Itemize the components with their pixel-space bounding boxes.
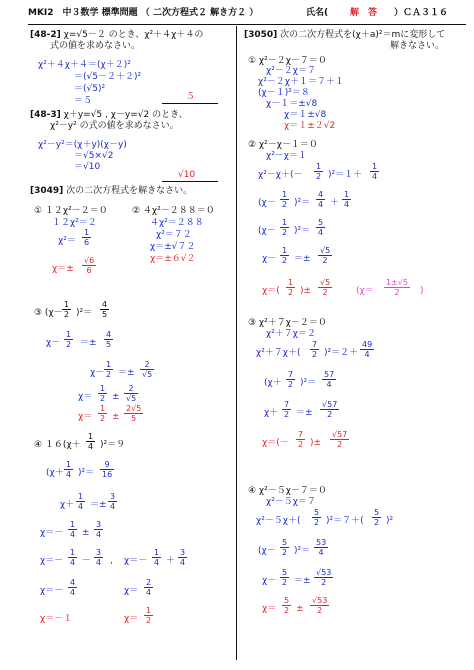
text: )²＝ (294, 226, 311, 236)
fraction: $\frac{√57}{2}$ (322, 400, 338, 419)
fraction: $\frac{1}{6}$ (84, 228, 90, 247)
p3049-c-step: χ－ (46, 338, 61, 348)
fraction: $\frac{5}{2}$ (282, 538, 288, 557)
text: ± (112, 392, 120, 402)
p3049-a-step: １２χ²＝２ (52, 218, 97, 228)
p482-step: ＝(√5－２＋２)² (74, 72, 142, 82)
fraction: $\frac{1}{2}$ (316, 162, 322, 181)
p3049-a-step: χ²＝ (58, 236, 76, 246)
text: ± (296, 604, 304, 614)
fraction: $\frac{49}{4}$ (362, 340, 373, 359)
p3050-d-step: χ²－５χ＝７ (266, 497, 317, 507)
p3050-b-answer: χ＝( (262, 286, 280, 296)
p3049-c-step: χ－ (90, 368, 105, 378)
text: )²＝７＋( (326, 516, 364, 526)
text: ＋ (330, 198, 340, 208)
p3050-a-step: χ²－２χ＝７ (266, 66, 317, 76)
p482-answer: ５ (186, 92, 196, 102)
fraction: $\frac{3}{4}$ (180, 548, 186, 567)
p3050-b-step: χ－ (262, 254, 277, 264)
p483-answer: √10 (178, 170, 196, 180)
fraction: $\frac{5}{2}$ (314, 508, 320, 527)
text: － (82, 556, 92, 566)
p3050-a-step: χ²－２χ＋１＝７＋１ (258, 77, 345, 87)
p3049-d-step: χ＝－ (40, 586, 64, 596)
p3049-a-answer: χ＝± (52, 264, 74, 274)
fraction: $\frac{√53}{2}$ (316, 568, 332, 587)
p3050-b-step: χ²－χ＝１ (266, 151, 308, 161)
header-title: MKI2 中３数学 標準問題 （ 二次方程式２ 解き方２ ） (28, 8, 259, 18)
fraction: $\frac{1}{2}$ (282, 218, 288, 237)
p3050-d-step: χ²－５χ＋( (256, 516, 301, 526)
fraction: $\frac{4}{4}$ (318, 190, 324, 209)
fraction: $\frac{5}{4}$ (318, 218, 324, 237)
p3049-question: [3049] 次の二次方程式を解きなさい。 (30, 186, 193, 196)
fraction: $\frac{7}{2}$ (312, 340, 318, 359)
text: ＝± (296, 408, 313, 418)
p482-step: ＝(√5)² (74, 84, 106, 94)
answer-label: 解 答 (350, 8, 378, 18)
text: ＝± (90, 500, 107, 510)
fraction: $\frac{√53}{2}$ (312, 596, 328, 615)
p3049-b-problem: ② ４χ²－２８８＝０ (132, 206, 215, 216)
p3050-d-problem: ④ χ²－５χ－７＝０ (248, 486, 327, 496)
p3050-c-problem: ③ χ²＋７χ－２＝０ (248, 318, 327, 328)
p482-step: ＝５ (74, 96, 93, 106)
fraction: $\frac{7}{2}$ (298, 430, 304, 449)
text: , (110, 556, 113, 566)
p3050-c-answer: χ＝(－ (262, 438, 289, 448)
text: ＝± (294, 576, 311, 586)
fraction: $\frac{2√5}{5}$ (126, 404, 142, 423)
fraction: $\frac{5}{2}$ (284, 596, 290, 615)
fraction: $\frac{1}{4}$ (70, 520, 76, 539)
text: ± (112, 412, 120, 422)
fraction: $\frac{1}{4}$ (78, 492, 84, 511)
p482-step: χ²＋４χ＋４＝(χ＋２)² (38, 60, 131, 70)
text: )²＝９ (100, 440, 126, 450)
fraction: $\frac{2}{√5}$ (126, 384, 137, 403)
p3050-question: [3050] 次の二次方程式を(χ＋a)²＝mに変形して (244, 30, 446, 40)
p3049-c-problem: ③ (χ－ (34, 308, 63, 318)
fraction: $\frac{5}{2}$ (374, 508, 380, 527)
text: )± (300, 286, 312, 296)
text: )²＝ (78, 468, 95, 478)
text: )²＝ (300, 378, 317, 388)
code-label: ）ＣＡ３１６ (394, 8, 449, 18)
fraction: $\frac{1}{4}$ (88, 432, 94, 451)
text: ＝± (118, 368, 135, 378)
text: )² (386, 516, 394, 526)
fraction: $\frac{4}{5}$ (102, 300, 108, 319)
p3049-a-problem: ① １２χ²－２＝０ (34, 206, 108, 216)
p3049-d-problem: ④ １６(χ＋ (34, 440, 81, 450)
fraction: $\frac{53}{4}$ (316, 538, 327, 557)
p3050-b-step: χ²－χ＋(－ (258, 170, 303, 180)
p483-question: [48-3] χ＋y=√5 , χ－y=√2 のとき、 (30, 110, 188, 120)
fraction: $\frac{√57}{2}$ (332, 430, 348, 449)
text: ＝± (80, 338, 97, 348)
fraction: $\frac{1}{2}$ (146, 606, 152, 625)
p482-question: [48-2] χ=√5－２ のとき、χ²＋４χ＋４の (30, 30, 204, 40)
p3050-b-problem: ② χ²－χ－１＝０ (248, 140, 318, 150)
fraction: $\frac{2}{√5}$ (142, 360, 153, 379)
text: )²＝ (294, 546, 311, 556)
p3050-d-answer: χ＝ (262, 604, 277, 614)
text: )²＝ (294, 198, 311, 208)
p3050-b-step: (χ－ (258, 226, 276, 236)
fraction: $\frac{2}{4}$ (146, 578, 152, 597)
p3049-c-answer: χ＝ (78, 412, 93, 422)
name-label: 氏名( (306, 8, 329, 18)
fraction: $\frac{1}{4}$ (70, 548, 76, 567)
p3049-d-answer: χ＝－１ (40, 614, 73, 624)
fraction: $\frac{9}{16}$ (102, 460, 113, 479)
fraction: $\frac{1}{2}$ (64, 300, 70, 319)
fraction: $\frac{1}{4}$ (66, 460, 72, 479)
p3049-b-step: χ＝±√７２ (150, 242, 196, 252)
fraction: $\frac{1\pm√5}{2}$ (386, 278, 408, 297)
fraction: $\frac{1}{2}$ (288, 278, 294, 297)
fraction: $\frac{1}{2}$ (106, 360, 112, 379)
fraction: $\frac{3}{4}$ (96, 548, 102, 567)
p3050-a-step: χ－１＝±√8 (266, 99, 318, 109)
p3050-a-problem: ① χ²－２χ－７＝０ (248, 56, 327, 66)
p3049-b-answer: χ＝±６√２ (150, 254, 196, 264)
text: )²＝ (76, 308, 93, 318)
answer-underline (162, 103, 218, 104)
p3050-c-step: χ²＋７χ＋( (256, 348, 301, 358)
p3050-a-step: (χ－１)²＝８ (258, 88, 310, 98)
p3050-c-step: (χ＋ (264, 378, 282, 388)
p3050-c-step: χ＋ (264, 408, 279, 418)
fraction: $\frac{4}{4}$ (70, 578, 76, 597)
fraction: $\frac{7}{2}$ (288, 370, 294, 389)
fraction: $\frac{√6}{6}$ (84, 256, 95, 275)
text: ＋ (166, 556, 176, 566)
p3049-d-step: χ＝－ (40, 528, 64, 538)
p3050-b-step: (χ－ (258, 198, 276, 208)
fraction: $\frac{√5}{2}$ (320, 278, 331, 297)
p3050-a-step: χ＝１±√8 (284, 110, 327, 120)
p483-question-line2: χ²－y² の式の値を求めなさい。 (50, 121, 179, 131)
p3049-b-step: χ²＝７２ (156, 230, 192, 240)
p3049-c-step: χ＝ (78, 392, 93, 402)
fraction: $\frac{3}{4}$ (110, 492, 116, 511)
fraction: $\frac{1}{2}$ (100, 404, 106, 423)
p482-question-line2: 式の値を求めなさい。 (50, 41, 141, 51)
text: ) (420, 286, 424, 296)
fraction: $\frac{4}{5}$ (106, 330, 112, 349)
text: ± (82, 528, 90, 538)
text: )²＝１＋ (328, 170, 363, 180)
fraction: $\frac{1}{2}$ (66, 330, 72, 349)
p3049-b-step: ４χ²＝２８８ (150, 218, 204, 228)
fraction: $\frac{7}{2}$ (284, 400, 290, 419)
text: χ＝－ (124, 556, 148, 566)
p3050-a-answer: χ＝１±２√2 (284, 121, 336, 131)
p3049-d-step: χ＋ (60, 500, 75, 510)
fraction: $\frac{1}{2}$ (100, 384, 106, 403)
text: ＝± (294, 254, 311, 264)
fraction: $\frac{1}{2}$ (282, 246, 288, 265)
p3050-b-alt-answer: (χ＝ (356, 286, 374, 296)
fraction: $\frac{3}{4}$ (96, 520, 102, 539)
text: )²＝２＋ (324, 348, 359, 358)
answer-underline (162, 181, 218, 182)
fraction: $\frac{1}{4}$ (372, 162, 378, 181)
p3049-d-step: χ＝－ (40, 556, 64, 566)
p483-step: χ²－y²＝(χ＋y)(χ－y) (38, 140, 127, 150)
p3049-d-step: (χ＋ (46, 468, 64, 478)
fraction: $\frac{1}{2}$ (282, 190, 288, 209)
p483-step: ＝√5×√2 (74, 151, 114, 161)
fraction: $\frac{5}{2}$ (282, 568, 288, 587)
p3050-question-line2: 解きなさい。 (390, 41, 445, 51)
fraction: $\frac{1}{4}$ (154, 548, 160, 567)
text: )± (310, 438, 322, 448)
p3050-c-step: χ²＋７χ＝２ (266, 329, 317, 339)
fraction: $\frac{√5}{2}$ (320, 246, 331, 265)
p3050-d-step: χ－ (262, 576, 277, 586)
text: χ＝ (124, 586, 139, 596)
p3050-d-step: (χ－ (258, 546, 276, 556)
column-divider (236, 26, 237, 660)
header-rule (28, 24, 466, 25)
fraction: $\frac{1}{4}$ (344, 190, 350, 209)
p483-step: ＝√10 (74, 162, 101, 172)
fraction: $\frac{57}{4}$ (324, 370, 335, 389)
p3049-d-answer: χ＝ (124, 614, 139, 624)
